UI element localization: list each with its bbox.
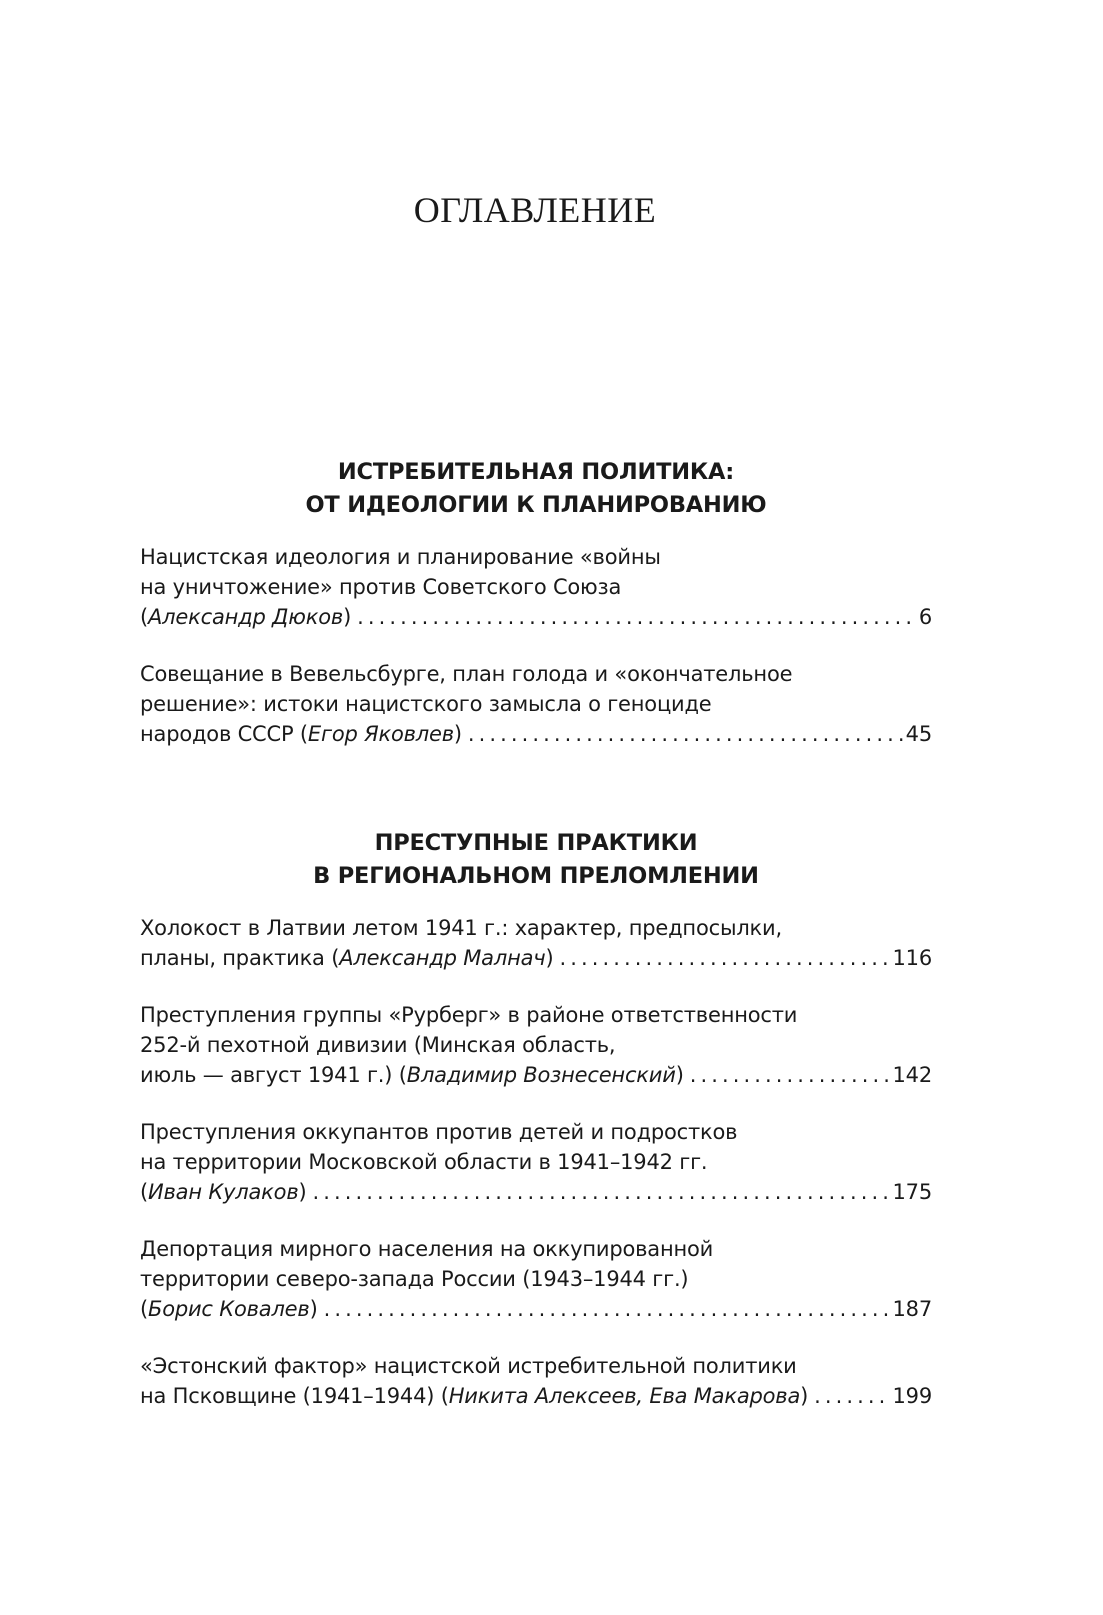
toc-entry[interactable] <box>140 1000 932 1090</box>
dot-leader <box>559 943 890 973</box>
entry-text: ) <box>800 1384 809 1408</box>
toc-entry[interactable] <box>140 913 932 973</box>
entry-title-line: на территории Московской области в 1941–1942 гг. <box>140 1150 708 1174</box>
dot-leader <box>468 719 904 749</box>
entry-title-line: на уничтожение» против Советского Союза <box>140 575 622 599</box>
entry-title-line: Нацистская идеология и планирование «войны <box>140 545 661 569</box>
entry-last-line <box>140 1177 932 1207</box>
entry-author: Александр Малнач <box>339 946 546 970</box>
entry-title-line: Преступления оккупантов против детей и подростков <box>140 1120 738 1144</box>
entry-page-number: 199 <box>892 1384 932 1408</box>
entry-author: Никита Алексеев, Ева Макарова <box>448 1384 801 1408</box>
entry-title-line: Депортация мирного населения на оккупированной <box>140 1237 714 1261</box>
entry-lead <box>140 602 351 632</box>
entry-text: июль — август 1941 г.) ( <box>140 1063 407 1087</box>
entry-author: Владимир Вознесенский <box>406 1063 676 1087</box>
toc-section <box>140 827 932 1438</box>
entry-title-line: Холокост в Латвии летом 1941 г.: характер, предпосылки, <box>140 916 782 940</box>
entry-last-line <box>140 602 932 632</box>
entry-title-line: Преступления группы «Рурберг» в районе ответственности <box>140 1003 798 1027</box>
entry-page-number: 116 <box>892 946 932 970</box>
entry-title-line: Совещание в Вевельсбурге, план голода и «окончательное <box>140 662 793 686</box>
entry-text: ( <box>140 1297 148 1321</box>
dot-leader <box>313 1177 891 1207</box>
entry-text: народов СССР ( <box>140 722 308 746</box>
toc-entry[interactable] <box>140 1234 932 1324</box>
entry-title-line: «Эстонский фактор» нацистской истребительной политики <box>140 1354 797 1378</box>
entry-author: Борис Ковалев <box>148 1297 310 1321</box>
entry-author: Иван Кулаков <box>148 1180 299 1204</box>
entry-last-line <box>140 1294 932 1324</box>
entry-last-line <box>140 943 932 973</box>
dot-leader <box>357 602 917 632</box>
toc-entry[interactable] <box>140 1351 932 1411</box>
section-title-line: ПРЕСТУПНЫЕ ПРАКТИКИ <box>374 830 698 856</box>
section-title-line: ОТ ИДЕОЛОГИИ К ПЛАНИРОВАНИЮ <box>305 492 767 518</box>
entry-lead <box>140 943 553 973</box>
entry-text: ( <box>140 1180 148 1204</box>
toc-section <box>140 456 932 776</box>
entry-lead <box>140 1294 318 1324</box>
entry-title-line: решение»: истоки нацистского замысла о геноциде <box>140 692 712 716</box>
section-title-line: ИСТРЕБИТЕЛЬНАЯ ПОЛИТИКА: <box>337 459 735 485</box>
entry-title-line: 252-й пехотной дивизии (Минская область, <box>140 1033 616 1057</box>
entry-lead <box>140 1381 808 1411</box>
entry-author: Егор Яковлев <box>307 722 454 746</box>
entry-text: ) <box>545 946 554 970</box>
dot-leader <box>814 1381 890 1411</box>
entry-page-number: 6 <box>918 605 932 629</box>
toc-entry[interactable] <box>140 542 932 632</box>
section-title <box>140 827 932 893</box>
section-title-line: В РЕГИОНАЛЬНОМ ПРЕЛОМЛЕНИИ <box>313 863 759 889</box>
entry-text: ) <box>343 605 352 629</box>
entry-page-number: 45 <box>905 722 932 746</box>
entry-text: ) <box>298 1180 307 1204</box>
section-title <box>140 456 932 522</box>
entry-last-line <box>140 719 932 749</box>
entry-text: ) <box>675 1063 684 1087</box>
entry-author: Александр Дюков <box>148 605 344 629</box>
entry-title-line: территории северо-запада России (1943–1944 гг.) <box>140 1267 689 1291</box>
entry-last-line <box>140 1060 932 1090</box>
entry-text: ) <box>309 1297 318 1321</box>
toc-entry[interactable] <box>140 659 932 749</box>
entry-lead <box>140 1060 684 1090</box>
entry-lead <box>140 1177 307 1207</box>
entry-text: на Псковщине (1941–1944) ( <box>140 1384 449 1408</box>
dot-leader <box>324 1294 891 1324</box>
entry-lead <box>140 719 462 749</box>
entry-page-number: 175 <box>892 1180 932 1204</box>
toc-entry[interactable] <box>140 1117 932 1207</box>
entry-last-line <box>140 1381 932 1411</box>
entry-page-number: 187 <box>892 1297 932 1321</box>
entry-text: планы, практика ( <box>140 946 340 970</box>
entry-text: ) <box>453 722 462 746</box>
page-title: ОГЛАВЛЕНИЕ <box>413 190 657 230</box>
entry-page-number: 142 <box>892 1063 932 1087</box>
dot-leader <box>690 1060 891 1090</box>
entry-text: ( <box>140 605 148 629</box>
